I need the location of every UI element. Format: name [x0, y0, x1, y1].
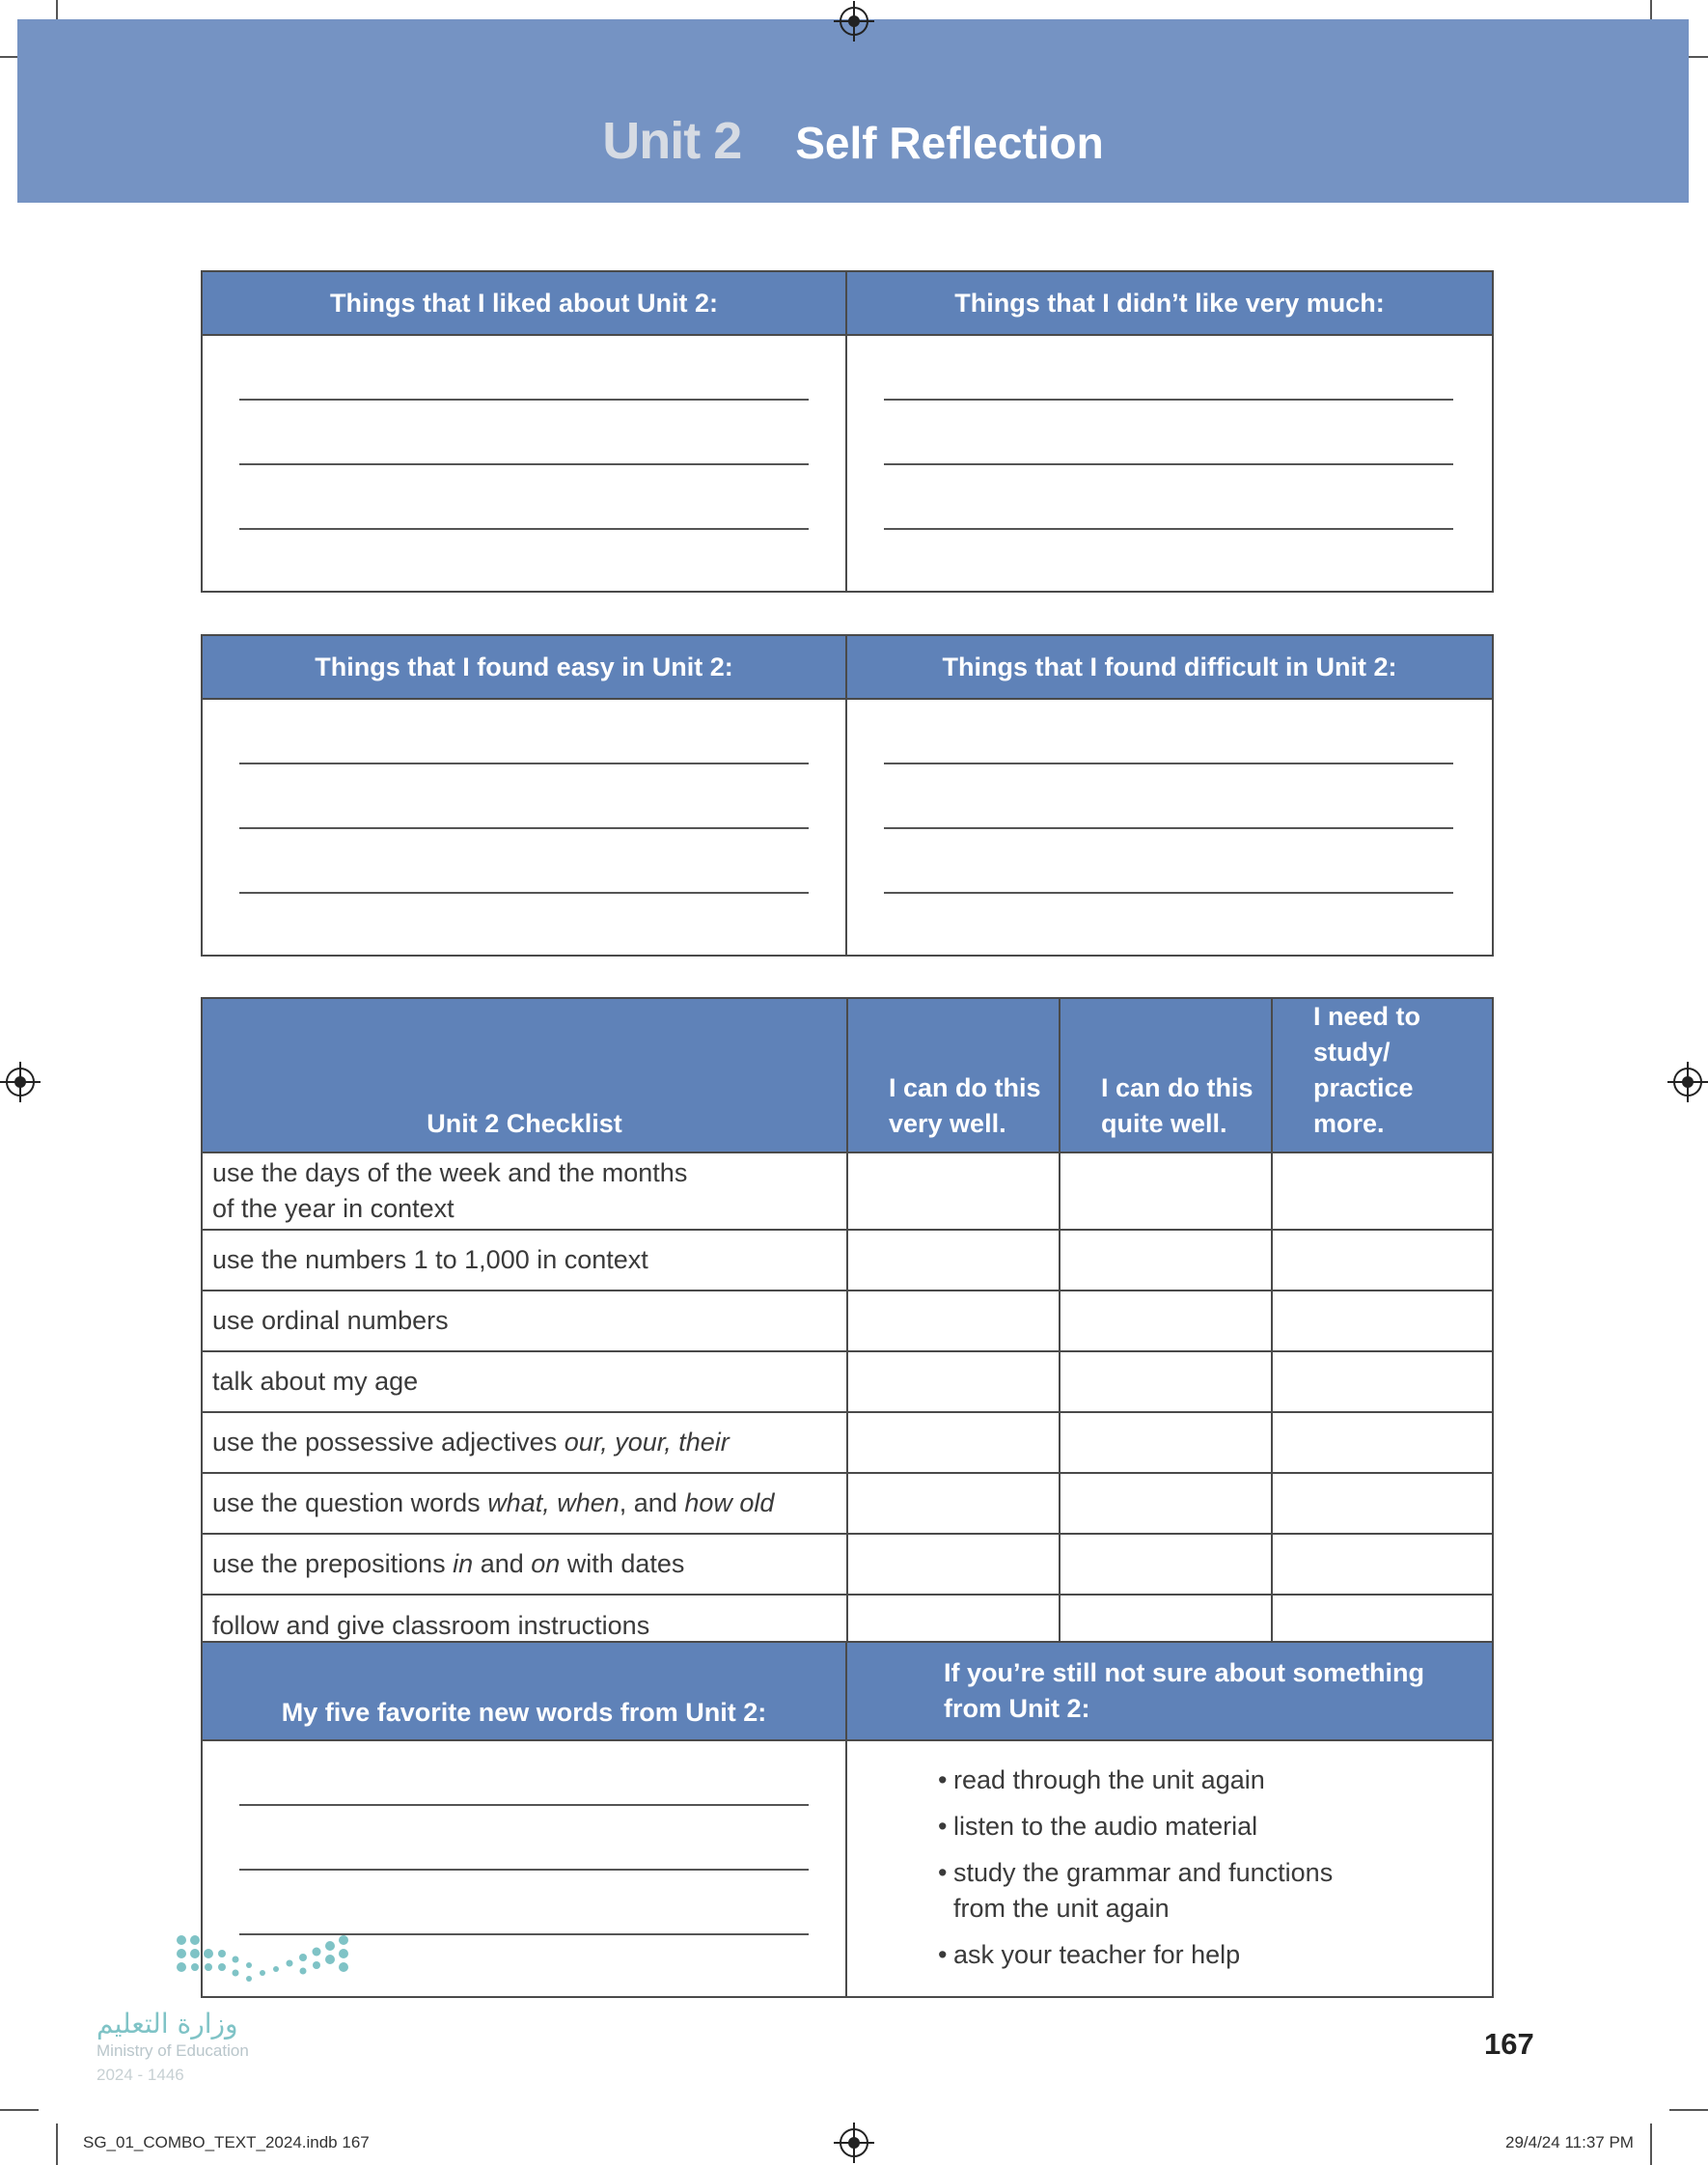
checkbox-very-well[interactable] [847, 1230, 1060, 1291]
checkbox-study-more[interactable] [1272, 1230, 1492, 1291]
column-quite-well: I can do this quite well. [1060, 999, 1272, 1152]
checklist-item: use the days of the week and the months of the year in context [203, 1152, 847, 1230]
crop-mark [1669, 2109, 1708, 2111]
checkbox-study-more[interactable] [1272, 1152, 1492, 1230]
checkbox-quite-well[interactable] [1060, 1152, 1272, 1230]
writing-line[interactable] [884, 763, 1453, 764]
difficult-answer-area [847, 700, 1492, 955]
easy-answer-area [203, 700, 847, 955]
checklist-item: follow and give classroom instructions [203, 1595, 847, 1655]
easy-difficult-box [201, 634, 1494, 957]
checklist-item: talk about my age [203, 1351, 847, 1412]
table-row [203, 1351, 1492, 1412]
writing-line[interactable] [239, 399, 809, 401]
help-tips [847, 1741, 1492, 1996]
checklist-item: use the prepositions in and on with dates [203, 1534, 847, 1595]
checklist-item: use the question words what, when, and how old [203, 1473, 847, 1534]
favorite-words-heading: My five favorite new words from Unit 2: [203, 1643, 847, 1741]
checkbox-quite-well[interactable] [1060, 1230, 1272, 1291]
difficult-heading: Things that I found difficult in Unit 2: [847, 636, 1492, 700]
checkbox-study-more[interactable] [1272, 1291, 1492, 1351]
unit-label: Unit 2 [602, 112, 742, 170]
checklist-header-row [203, 999, 1492, 1152]
writing-line[interactable] [239, 528, 809, 530]
checkbox-study-more[interactable] [1272, 1473, 1492, 1534]
disliked-heading: Things that I didn’t like very much: [847, 272, 1492, 336]
section-title: Self Reflection [795, 118, 1104, 168]
liked-answer-area [203, 336, 847, 591]
column-very-well: I can do this very well. [847, 999, 1060, 1152]
slug-left: SG_01_COMBO_TEXT_2024.indb 167 [83, 2133, 370, 2151]
writing-line[interactable] [884, 463, 1453, 465]
not-sure-heading: If you’re still not sure about something from Unit 2: [847, 1643, 1492, 1741]
checklist-item: use ordinal numbers [203, 1291, 847, 1351]
checkbox-quite-well[interactable] [1060, 1473, 1272, 1534]
slug-right: 29/4/24 11:37 PM [1505, 2133, 1634, 2151]
ministry-year: 2024 - 1446 [96, 2066, 184, 2084]
writing-line[interactable] [884, 528, 1453, 530]
writing-line[interactable] [239, 1804, 809, 1806]
list-item: • study the grammar and functions from the unit again [938, 1858, 1334, 1923]
registration-mark-icon [840, 7, 868, 36]
page-number: 167 [1484, 2027, 1534, 2061]
writing-line[interactable] [239, 463, 809, 465]
checkbox-very-well[interactable] [847, 1291, 1060, 1351]
title-banner [17, 19, 1689, 203]
checkbox-quite-well[interactable] [1060, 1412, 1272, 1473]
writing-line[interactable] [239, 892, 809, 894]
checkbox-very-well[interactable] [847, 1534, 1060, 1595]
checkbox-very-well[interactable] [847, 1412, 1060, 1473]
registration-mark-icon [1673, 1068, 1702, 1096]
crop-mark [56, 2123, 58, 2165]
list-item: • read through the unit again [938, 1765, 1265, 1794]
writing-line[interactable] [239, 827, 809, 829]
list-item: • ask your teacher for help [938, 1940, 1241, 1969]
unit-checklist [201, 997, 1494, 1657]
ministry-arabic-name: وزارة التعليم [96, 2008, 238, 2040]
logo-dots-icon [174, 1930, 425, 1998]
checkbox-study-more[interactable] [1272, 1351, 1492, 1412]
registration-mark-icon [6, 1068, 35, 1096]
checkbox-quite-well[interactable] [1060, 1351, 1272, 1412]
writing-line[interactable] [239, 763, 809, 764]
writing-line[interactable] [884, 399, 1453, 401]
list-item: • listen to the audio material [938, 1812, 1258, 1841]
easy-heading: Things that I found easy in Unit 2: [203, 636, 847, 700]
registration-mark-icon [840, 2128, 868, 2157]
ministry-logo [96, 1930, 347, 2085]
crop-mark [0, 2109, 39, 2111]
ministry-english-name: Ministry of Education [96, 2041, 249, 2060]
liked-heading: Things that I liked about Unit 2: [203, 272, 847, 336]
disliked-answer-area [847, 336, 1492, 591]
checkbox-quite-well[interactable] [1060, 1534, 1272, 1595]
crop-mark [1650, 2123, 1652, 2165]
checklist-table [203, 999, 1492, 1655]
table-row [203, 1291, 1492, 1351]
page-title [17, 111, 1689, 171]
writing-line[interactable] [884, 827, 1453, 829]
checkbox-very-well[interactable] [847, 1152, 1060, 1230]
liked-disliked-box [201, 270, 1494, 593]
checkbox-very-well[interactable] [847, 1351, 1060, 1412]
checklist-item: use the possessive adjectives our, your, their [203, 1412, 847, 1473]
checkbox-very-well[interactable] [847, 1473, 1060, 1534]
table-row [203, 1473, 1492, 1534]
checklist-item: use the numbers 1 to 1,000 in context [203, 1230, 847, 1291]
checkbox-quite-well[interactable] [1060, 1291, 1272, 1351]
table-row [203, 1534, 1492, 1595]
column-study-more: I need to study/ practice more. [1272, 999, 1492, 1152]
table-row [203, 1230, 1492, 1291]
table-row [203, 1152, 1492, 1230]
writing-line[interactable] [884, 892, 1453, 894]
tips-list [847, 1741, 1492, 1973]
writing-line[interactable] [239, 1869, 809, 1871]
checkbox-study-more[interactable] [1272, 1534, 1492, 1595]
checkbox-study-more[interactable] [1272, 1412, 1492, 1473]
table-row [203, 1412, 1492, 1473]
checklist-heading: Unit 2 Checklist [203, 999, 847, 1152]
